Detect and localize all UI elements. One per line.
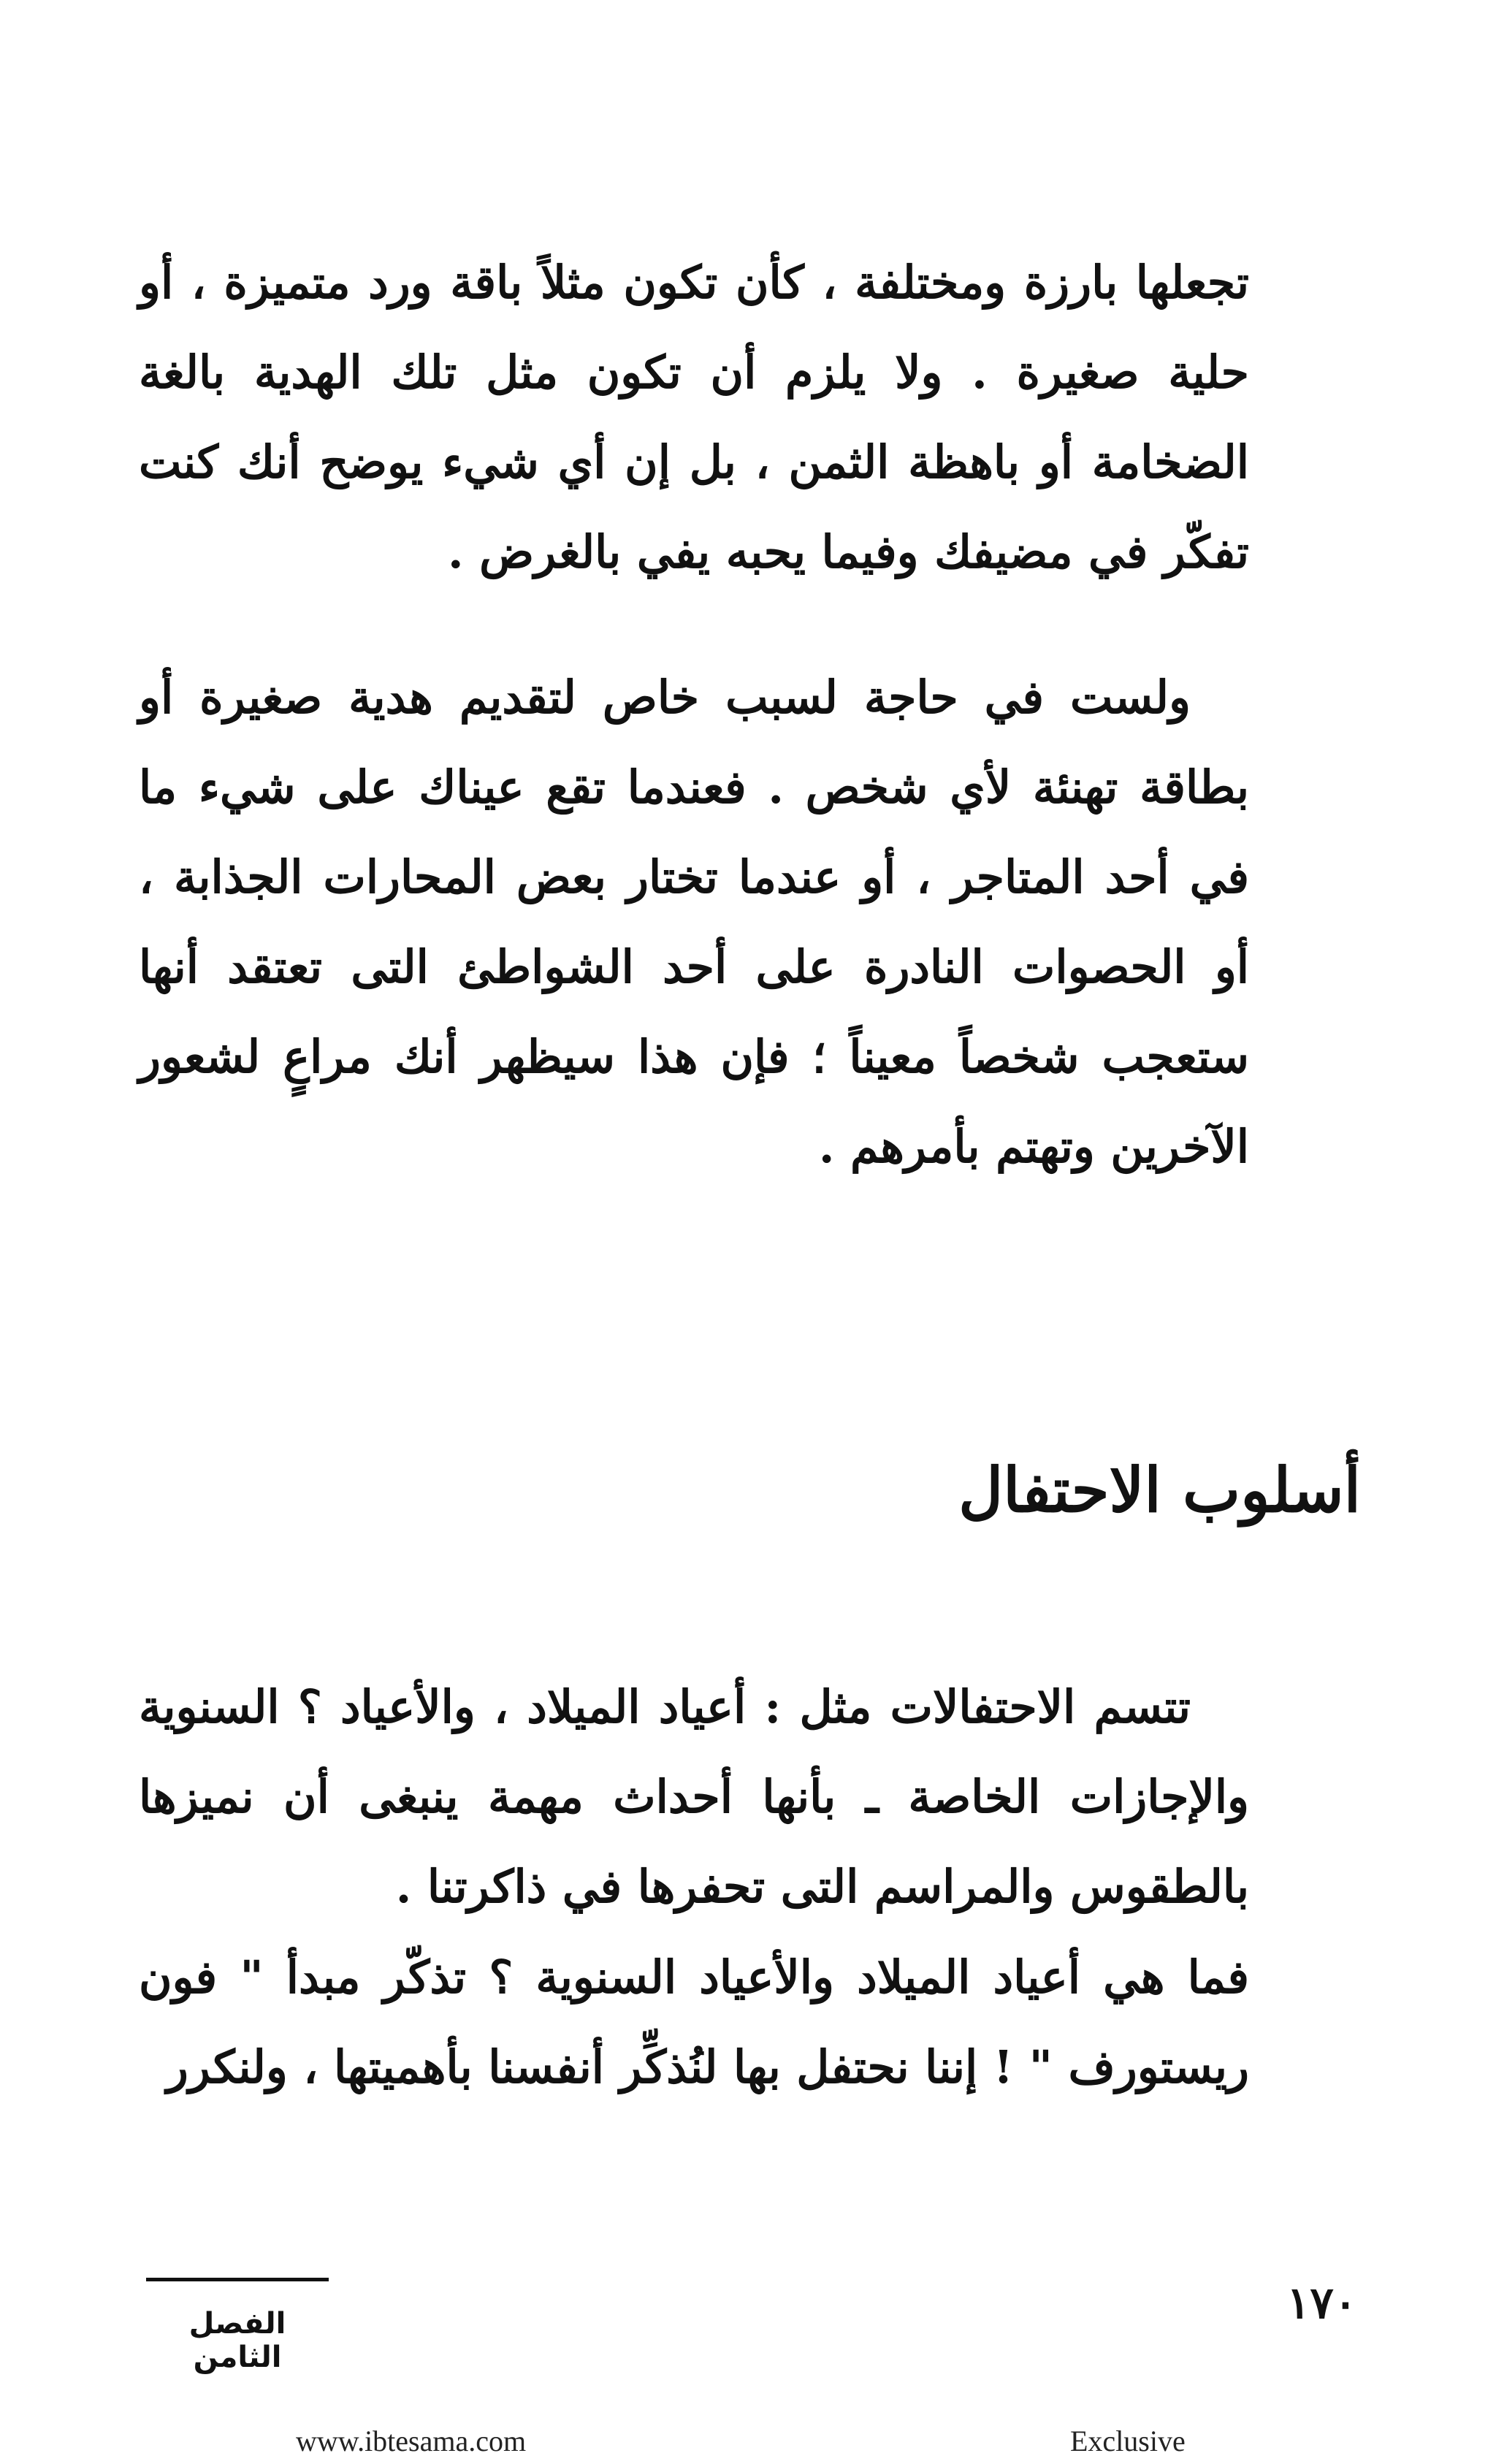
paragraph-1-text: تجعلها بارزة ومختلفة ، كأن تكون مثلاً باقة ورد متميزة ، أو حلية صغيرة . ولا يلزم أن تكون مثل تلك الهدية بالغة الضخامة أو باهظة الثمن ، بل إن أي شيء يوضح أنك كنت تفكّر في مضيفك وفيما يحبه يفي بالغرض . <box>139 256 1249 579</box>
paragraph-2 <box>139 652 1249 1191</box>
section-heading: أسلوب الاحتفال <box>958 1454 1361 1526</box>
footer-divider <box>146 2278 329 2281</box>
website-watermark: www.ibtesama.com <box>296 2425 527 2457</box>
paragraph-2-text: ولست في حاجة لسبب خاص لتقديم هدية صغيرة أو بطاقة تهنئة لأي شخص . فعندما تقع عيناك على شيء ما في أحد المتاجر ، أو عندما تختار بعض المحارات الجذابة ، أو الحصوات النادرة على أحد الشواطئ التى تعتقد أنها ستعجب شخصاً معيناً ؛ فإن هذا سيظهر أنك مراعٍ لشعور الآخرين وتهتم بأمرهم . <box>139 671 1249 1173</box>
paragraph-4-text: فما هي أعياد الميلاد والأعياد السنوية ؟ تذكّر مبدأ " فون ريستورف " ! إننا نحتفل بها لنُذكِّر أنفسنا بأهميتها ، ولنكرر <box>139 1950 1249 2094</box>
exclusive-watermark: Exclusive <box>1070 2425 1186 2457</box>
chapter-label: الفصل الثامن <box>188 2307 286 2374</box>
paragraph-3-text: تتسم الاحتفالات مثل : أعياد الميلاد ، والأعياد ؟ السنوية والإجازات الخاصة ـ بأنها أحداث مهمة ينبغى أن نميزها بالطقوس والمراسم التى تحفرها في ذاكرتنا . <box>139 1680 1249 1913</box>
paragraph-1 <box>139 237 1249 597</box>
page-number: ١٧٠ <box>1286 2278 1357 2329</box>
paragraph-3 <box>139 1662 1249 1931</box>
paragraph-4 <box>139 1932 1249 2112</box>
